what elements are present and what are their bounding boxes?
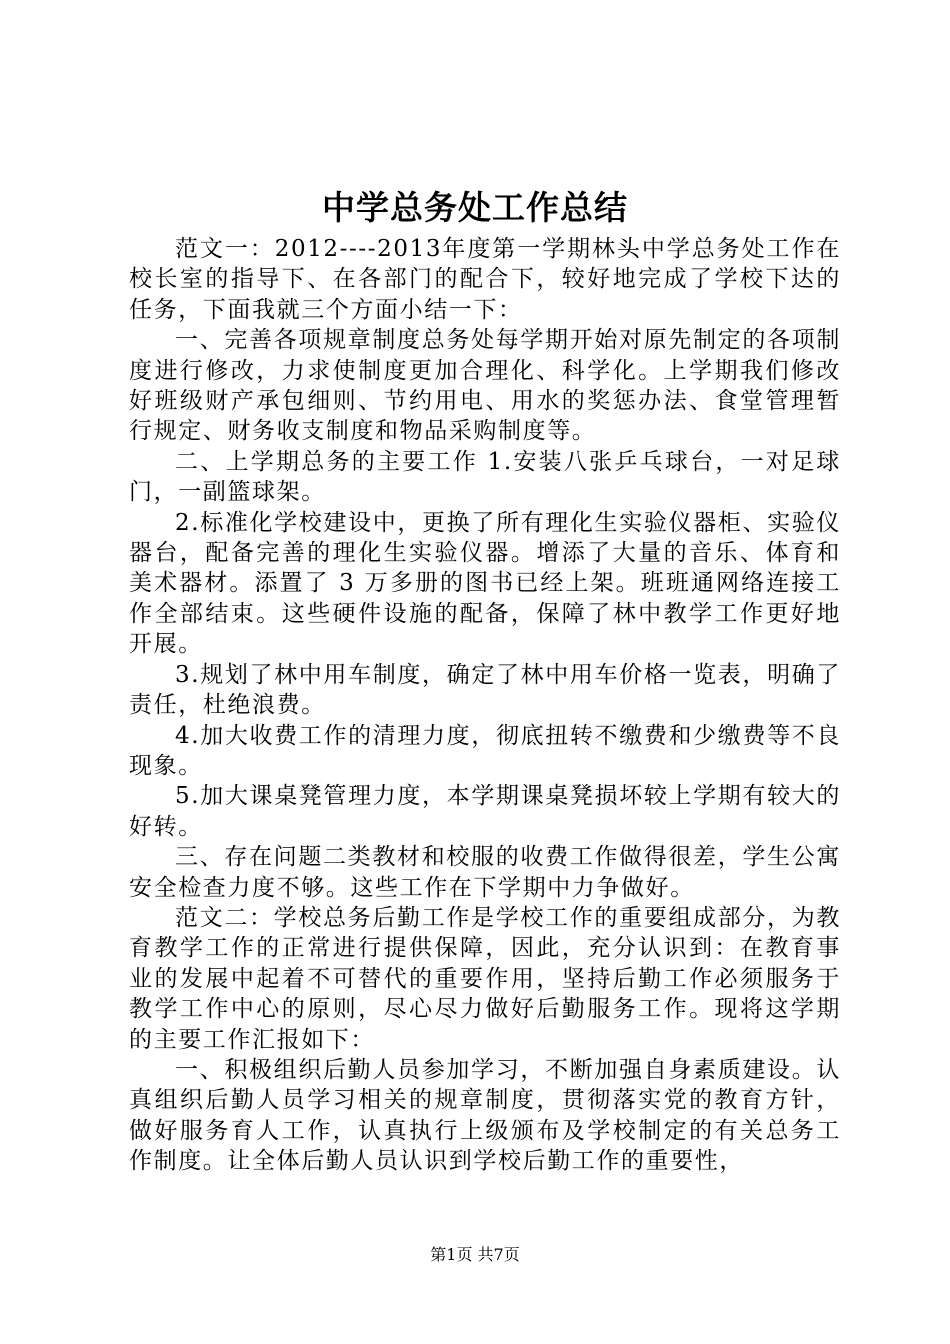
- paragraph: 三、存在问题二类教材和校服的收费工作做得很差，学生公寓安全检查力度不够。这些工作在下学期中力争做好。: [129, 844, 841, 901]
- paragraph: 范文一：2012----2013年度第一学期林头中学总务处工作在校长室的指导下、在各部门的配合下，较好地完成了学校下达的任务，下面我就三个方面小结一下：: [129, 236, 841, 323]
- paragraph: 二、上学期总务的主要工作 1.安装八张乒乓球台，一对足球门，一副篮球架。: [129, 448, 841, 506]
- paragraph: 2.标准化学校建设中，更换了所有理化生实验仪器柜、实验仪器台，配备完善的理化生实验仪器。增添了大量的音乐、体育和美术器材。添置了 3 万多册的图书已经上架。班班通网络连接工作全部结束。这些硬件设施的配备，保障了林中教学工作更好地开展。: [129, 509, 841, 658]
- paragraph: 一、积极组织后勤人员参加学习，不断加强自身素质建设。认真组织后勤人员学习相关的规章制度，贯彻落实党的教育方针，做好服务育人工作，认真执行上级颁布及学校制定的有关总务工作制度。让全体后勤人员认识到学校后勤工作的重要性，: [129, 1056, 841, 1175]
- document-body: [129, 234, 841, 1177]
- paragraph: 3.规划了林中用车制度，确定了林中用车价格一览表，明确了责任，杜绝浪费。: [129, 661, 841, 719]
- page-footer: 第1页 共7页: [430, 1245, 520, 1264]
- document-title: 中学总务处工作总结: [322, 188, 628, 227]
- paragraph: 5.加大课桌凳管理力度，本学期课桌凳损坏较上学期有较大的好转。: [129, 783, 841, 840]
- paragraph: 一、完善各项规章制度总务处每学期开始对原先制定的各项制度进行修改，力求使制度更加合理化、科学化。上学期我们修改好班级财产承包细则、节约用电、用水的奖惩办法、食堂管理暂行规定、财务收支制度和物品采购制度等。: [129, 327, 841, 445]
- paragraph: 4.加大收费工作的清理力度，彻底扭转不缴费和少缴费等不良现象。: [129, 722, 841, 779]
- paragraph: 范文二：学校总务后勤工作是学校工作的重要组成部分，为教育教学工作的正常进行提供保障，因此，充分认识到：在教育事业的发展中起着不可替代的重要作用，坚持后勤工作必须服务于教学工作中心的原则，尽心尽力做好后勤服务工作。现将这学期的主要工作汇报如下：: [129, 904, 841, 1053]
